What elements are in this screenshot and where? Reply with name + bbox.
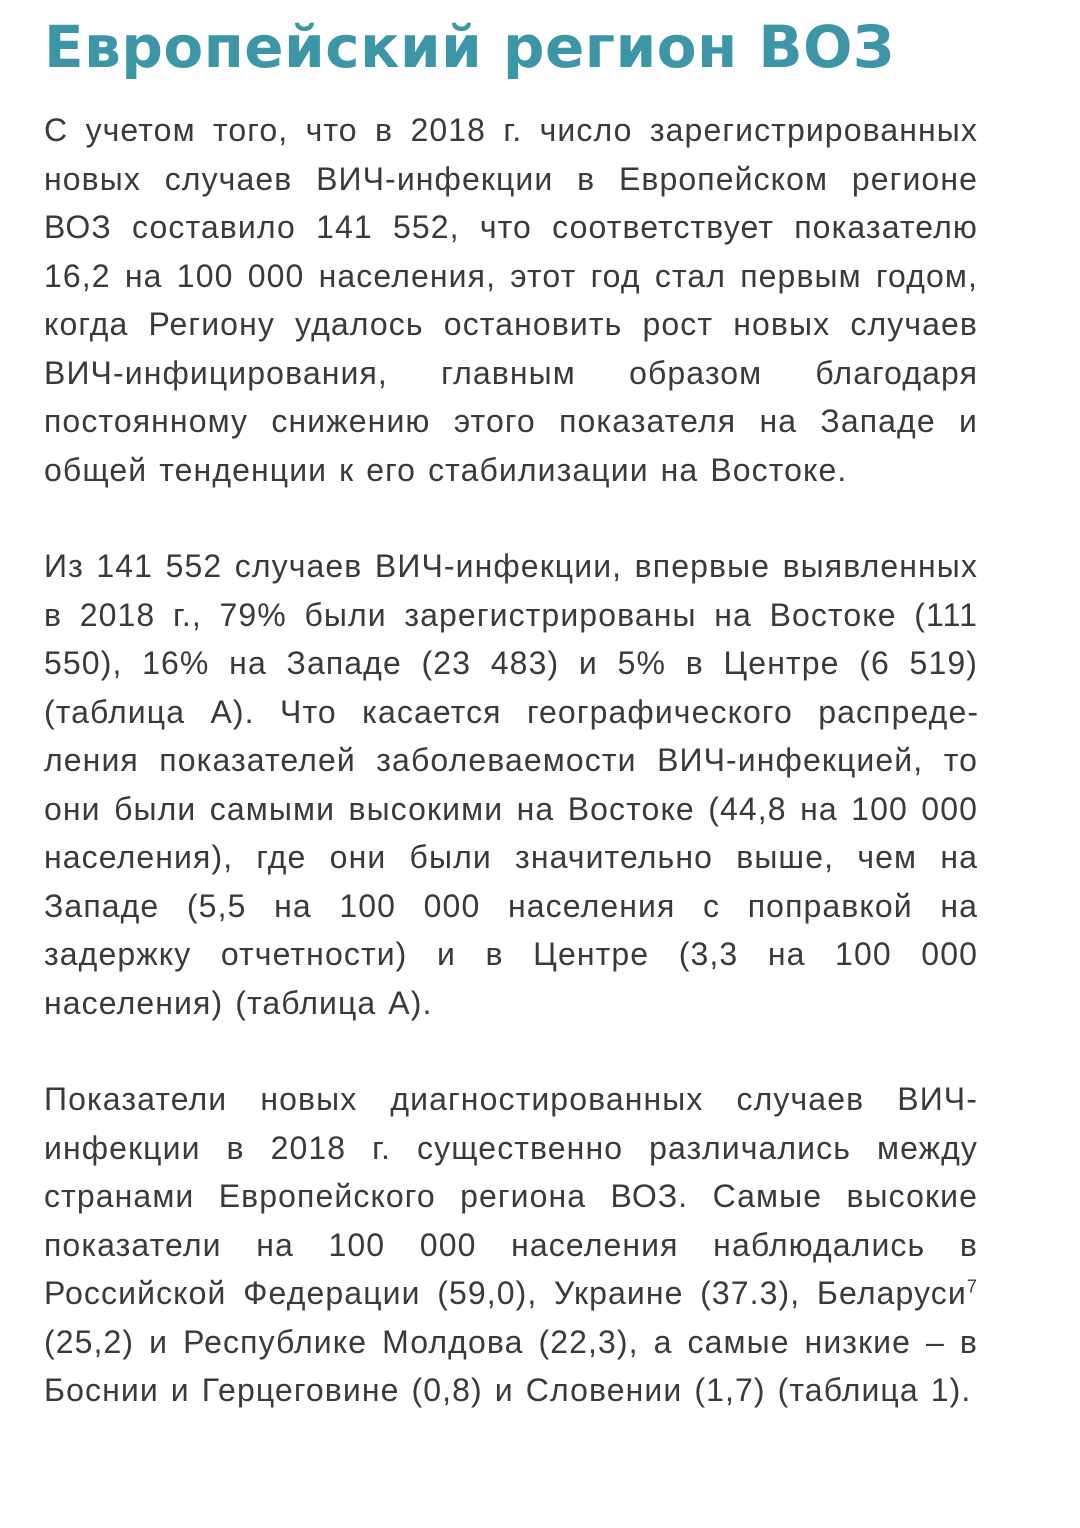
- paragraph-distribution: Из 141 552 случаев ВИЧ-инфекции, впервые выявленных в 2018 г., 79% были зарегистрированы на Востоке (111 550), 16% на Западе (23 483) и 5% в Центре (6 519) (таблица А). Что касается географического распределения показателей заболеваемости ВИЧ-инфекцией, то они были самыми высокими на Востоке (44,8 на 100 000 населения), где они были значительно выше, чем на Западе (5,5 на 100 000 населения с поправкой на задержку отчетности) и в Центре (3,3 на 100 000 населения) (таблица А).: [44, 548, 978, 1021]
- document-page: [44, 0, 978, 1415]
- footnote-reference[interactable]: 7: [966, 1276, 978, 1297]
- paragraph-overview: С учетом того, что в 2018 г. число зарегистрированных новых случаев ВИЧ-инфекции в Европейском регионе ВОЗ составило 141 552, что соответствует показателю 16,2 на 100 000 населения, этот год стал первым годом, когда Региону удалось остановить рост новых случаев ВИЧ-инфицирования, главным образом благодаря постоянному снижению этого показателя на Западе и общей тенденции к его стабилизации на Востоке.: [44, 112, 978, 488]
- paragraph-country-rates: [44, 1075, 978, 1415]
- paragraph-country-rates-text-start: Показатели новых диагностированных случаев ВИЧ-инфекции в 2018 г. существенно различались между странами Европейского региона ВОЗ. Самые высокие показатели на 100 000 населения наблюдались в Российской Федерации (59,0), Украине (37.3), Беларуси: [44, 1081, 978, 1311]
- page-title: Европейский регион ВОЗ: [44, 13, 895, 81]
- paragraph-country-rates-text-end: (25,2) и Республике Молдова (22,3), а самые низкие – в Боснии и Герцеговине (0,8) и Словении (1,7) (таблица 1).: [44, 1323, 978, 1408]
